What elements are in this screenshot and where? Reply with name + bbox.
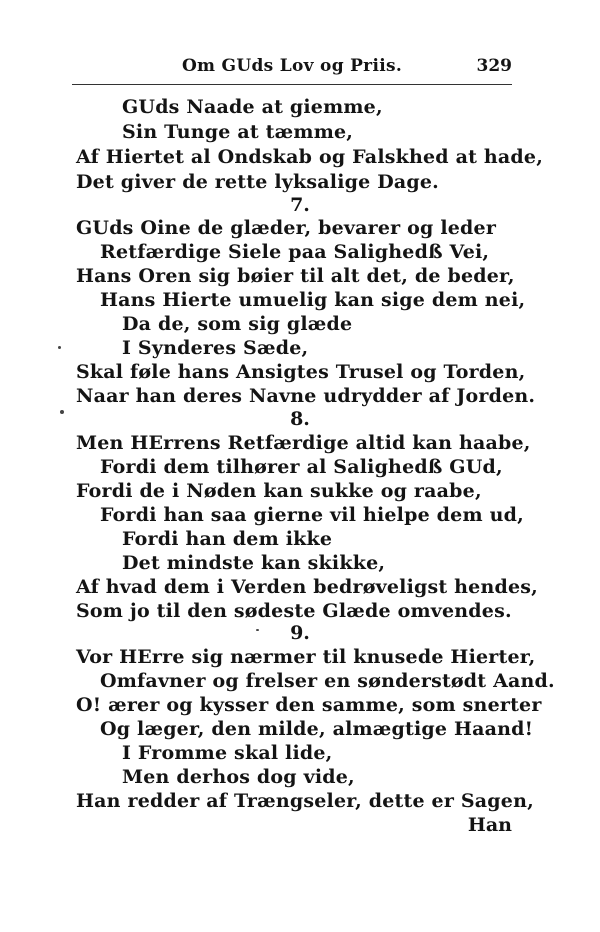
verse-line: Fordi han saa gierne vil hielpe dem ud, [100,504,524,526]
page-header [72,56,512,82]
verse-line: Han redder af Trængseler, dette er Sagen, [76,790,534,812]
ink-speck [60,410,64,414]
verse-line: Hans Oren sig bøier til alt det, de beder, [76,265,515,287]
verse-line: Men HErrens Retfærdige altid kan haabe, [76,432,531,454]
verse-line: Og læger, den milde, almægtige Haand! [100,718,534,740]
header-rule [72,84,512,85]
verse-line: Det giver de rette lyksalige Dage. [76,171,439,193]
verse-line: O! ærer og kysser den samme, som snerter [76,694,542,716]
running-title: Om GUds Lov og Priis. [181,56,403,76]
verse-line: Det mindste kan skikke, [122,552,386,574]
verse-line: Men derhos dog vide, [122,766,355,788]
stanza-number-9: 9. [290,622,310,644]
verse-line: Da de, som sig glæde [122,313,353,335]
page-number: 329 [476,56,512,76]
verse-line: Omfavner og frelser en sønderstødt Aand. [100,670,555,692]
verse-line: Fordi de i Nøden kan sukke og raabe, [76,480,482,502]
ink-speck [256,629,259,631]
verse-line: Naar han deres Navne udrydder af Jorden. [76,385,536,407]
verse-line: Af hvad dem i Verden bedrøveligst hendes, [76,576,538,598]
stanza-number-8: 8. [290,408,310,430]
verse-line: Retfærdige Siele paa Salighedß Vei, [100,241,490,263]
verse-line: Som jo til den sødeste Glæde omvendes. [76,600,512,622]
verse-line: Af Hiertet al Ondskab og Falskhed at hade, [76,146,544,168]
verse-line: Sin Tunge at tæmme, [122,121,354,143]
ink-speck [58,346,61,349]
verse-line: Fordi dem tilhører al Salighedß GUd, [100,456,503,478]
verse-line: Hans Hierte umuelig kan sige dem nei, [100,289,526,311]
verse-line: I Synderes Sæde, [122,337,309,359]
verse-line: GUds Naade at giemme, [122,96,383,118]
stanza-number-7: 7. [290,194,310,216]
verse-line: Fordi han dem ikke [122,528,333,550]
verse-line: I Fromme skal lide, [122,742,333,764]
verse-line: Vor HErre sig nærmer til knusede Hierter, [76,646,536,668]
verse-line: GUds Oine de glæder, bevarer og leder [76,217,497,239]
verse-line: Skal føle hans Ansigtes Trusel og Torden, [76,361,526,383]
catchword: Han [467,814,512,836]
